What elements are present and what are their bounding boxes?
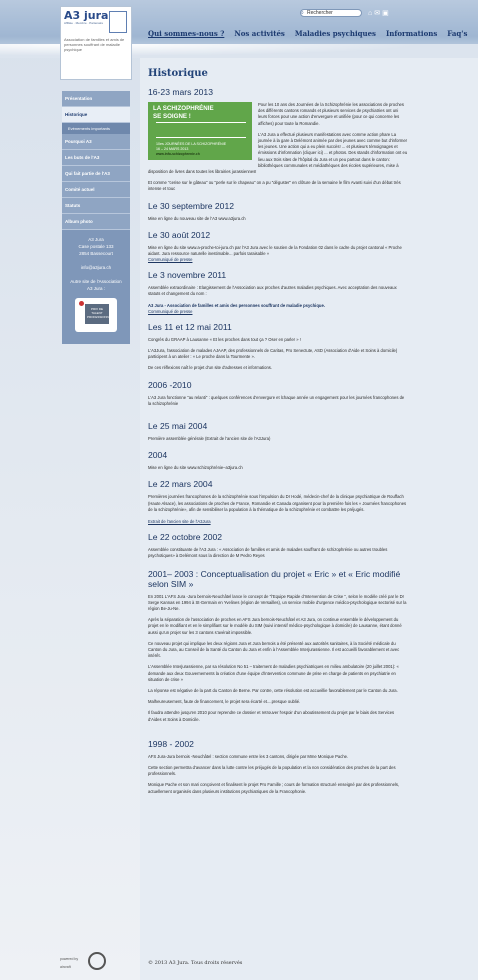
nav-qui-sommes-nous[interactable]: Qui sommes-nous ? [148,29,225,38]
address-other-site-name: A3 Jura : [86,286,105,291]
nav-maladies-psychiques[interactable]: Maladies psychiques [294,29,376,38]
address-spacer [64,257,128,264]
paragraph: De ces réflexions naît le projet d'un site d'adresses et informations. [148,365,273,371]
paragraph: Mise en ligne du nouveau site de l'A3 www.a3jura.ch [148,215,246,221]
paragraph: Assemblée extraordinaire : Elargissement de l'Association aux proches d'autres maladies psychiques. Avec acceptation des nouveaux statuts et changement du nom : [148,285,397,297]
paragraph: L'Assemblée Interjurassienne, par sa résolution No 51 – traitement de maladies psychiatriques en milieu ambulatoire (20 juillet 2001): « demande aux deux Gouvernements la création d'une équipe d'intervention commune de prise en charge de patients en psychiatrie en situation de crise » [148,664,399,682]
poster-subtitle: 10es JOURNÉES DE LA SCHIZOPHRÉNIE 16 – 24 MARS 2013 [156,142,227,151]
paragraph: Première assemblée générale (Extrait de l'ancien site de l'A3Jura) [148,436,271,442]
nav-faqs[interactable]: Faq's [447,29,468,38]
paragraph: Congrès du GRAAP à Lausanne « Et les proches dans tout ça ? Oser en parler » ! [148,336,301,342]
sidebar-item-album[interactable]: Album photo [62,214,130,230]
section-title: Le 3 novembre 2011 [148,270,227,281]
sidebar-item-pourquoi[interactable]: Pourquoi A3 [62,134,130,150]
banner-text: PRIX DE TALENT PROFESSIONNEL [85,304,109,324]
sidebar-item-statuts[interactable]: Statuts [62,198,130,214]
paragraph: Monique Pache et son mari conçoivent et finalisent le projet Pro Famille ; cours de formation structuré enseigné par des professionnels, actuellement organisés dans plusieurs institutions psychiatriques de la Francophonie. [148,782,400,794]
poster-url: www.info-schizophrenie.ch [156,152,200,156]
paragraph: En 2001 L'AFS Jura -Jura bernois-Neuchâtel lance le concept de "l'Equipe Rapide d'Intervention de Crise ", selon le modèle créé par le Dr Serge Kannas en 1994 à St-Germain en Yvelines (région de Versailles), un service mobile d'urgence médico-psychologique sectorisé sur la région Be-Ju-Ne. [148,593,407,611]
paragraph: AFS Jura-Jura bernois -Neuchâtel : section commune entre les 3 cantons, dirigée par Mme Monique Pache. [148,753,349,759]
section-title: Le 22 mars 2004 [148,479,213,490]
sidebar [62,91,130,344]
aircraft-brand: aircraft [60,965,71,969]
section-title: 2006 -2010 [148,379,192,390]
sidebar-item-comite[interactable]: Comité actuel [62,182,130,198]
aircraft-logo-icon[interactable] [88,952,106,970]
address-other-site: Autre site de l'Association [70,279,122,284]
address-name: A3 Jura [88,237,104,242]
paragraph: Premières journées francophones de la schizophrénie sous l'impulsion du Dr Hodé, médecin-chef de la clinique psychiatrique de Rouffach (Haute Alsace), les associations de proches de France, Romandie et Canada organisent pour la première fois les « Journées francophones de la schizophrénie», afin de sensibiliser la population à la thématique de la schizophrénie et combattre les préjugés. [148,494,407,512]
sidebar-item-historique[interactable]: Historique [62,107,130,123]
section-title: Les 11 et 12 mai 2011 [148,321,232,332]
paragraph: Après la séparation de l'association de proches en AFS Jura bernois-Neuchâtel et A3 Jura, on continue ensemble le développement du projet en le modifiant et en le simplifiant sur le modèle du SIM (suivi intensif médico-psychologique à domicile) de Lausanne, étant donné aussi qu'un projet sur les 3 cantons s'avérait impossible. [148,617,402,635]
section-title: 2001– 2003 : Conceptualisation du projet « Eric » et « Eric modifié selon SIM » [148,568,401,589]
mail-icon[interactable]: ✉ [374,10,383,17]
sidebar-item-membres[interactable]: Qui fait partie de l'A3 [62,166,130,182]
paragraph: La réponse est négative de la part du Canton de Berne. Par contre, cette résolution est accueillie favorablement par le Canton du Jura. [148,687,398,693]
logo-lines: Affiliée · Membre · Partenaire [64,21,104,25]
poster-figures-icon [156,122,246,138]
press-release-link[interactable]: Communiqué de presse [148,257,193,263]
section-title: Le 30 septembre 2012 [148,200,235,211]
page-title: Historique [148,68,208,79]
section-title-2013: 16-23 mars 2013 [148,87,213,97]
banner-dot-icon [79,301,84,306]
copyright: © 2013 A3 Jura. Tous droits réservés [148,960,243,966]
logo-title: A3 jura [64,9,109,22]
press-release-link[interactable]: Communiqué de presse [148,308,193,314]
other-site-banner[interactable] [75,298,117,332]
paragraph: Pour les 10 ans des Journées de la Schizophrénie les associations de proches des différents cantons romands et plusieurs services de psychiatries ont uni leurs forces pour une action d'envergure et unifiée (pour ce qui concerne les affiches) pour toute la Romandie. [258,102,404,126]
logo-emblem-icon [109,11,127,33]
schizophrenie-poster[interactable] [148,102,252,160]
footer [60,952,430,976]
site-logo[interactable] [60,6,132,80]
sidebar-item-buts[interactable]: Les buts de l'A3 [62,150,130,166]
address-email-link[interactable]: info@a3jura.ch [80,265,112,270]
section-title: Le 30 août 2012 [148,229,211,240]
logo-caption: Association de familles et amis de personnes souffrant de maladie psychique [64,37,125,52]
print-icon[interactable]: ▣ [382,10,391,17]
search-icon[interactable]: ⌕ [301,10,304,16]
address-spacer2 [64,271,128,278]
sidebar-item-presentation[interactable]: Présentation [62,91,130,107]
home-icon[interactable]: ⌂ [368,10,375,17]
paragraph: Cette section permettra d'avancer dans la lutte contre les préjugés de la population et la non considération des proches de la part des professionnels. [148,764,396,777]
sidebar-item-evenements[interactable]: Evènements importants [62,123,130,134]
search-input[interactable]: Rechercher [300,9,362,17]
section-title: Le 22 octobre 2002 [148,532,223,543]
section-title: 2004 [148,450,168,461]
address-city: 2854 Bassecourt [79,251,113,256]
paragraph: Assemblée constituante de l'A3 Jura : « Association de familles et amis de malades souffrant de schizophrénie ou autres troubles psychotiques» à Delémont sous la direction de M Pedro Reyes [148,547,388,559]
paragraph: Il faudra attendre jusqu'en 2010 pour reprendre ce dossier et retrouver l'espoir d'un aboutissement du projet par le biais des Services d'Aides et Soins à Domicile. [148,710,395,722]
section-title: 1998 - 2002 [148,738,194,749]
old-site-link[interactable]: Extrait de l'ancien site de l'A3Jura [148,519,211,525]
sidebar-address [62,230,130,344]
paragraph: L'A3 Jura fonctionne "au relanti" : quelques conférences d'envergure et lchaque année un engagement pour les journées francophones de la schizophrénie [148,394,405,406]
main-content [148,68,408,795]
association-name: A3 Jura - Association de familles et amis des personnes souffrant de maladie psychique. [148,302,325,308]
nav-nos-activites[interactable]: Nos activités [234,29,285,38]
paragraph: Et comme "cerise sur le gâteau" ou "perle sur le chapeau" on a pu "déguster" en clôture de la semaine le film Avanti suivi d'un débat très intense et touc [148,180,401,192]
paragraph: L'A3 Jura a effectué plusieurs manifestations avec comme action phare La journée à la gare à Delémont animée par des jeunes avec comme but d'informer les jeunes. Une action qui a eu plein succès! ... et plusieurs témoignages et émissions d'information (cliquer ici) ... et photos. Des stands d'information ont eu lieu aux trois sites de l'hôpital du Jura et un peu partout dans le canton: bibliothèques communales et médiathèques des écoles supérieures, mise à disposition de livres dans toutes les librairies jurassiennes! [148,131,408,175]
poster-headline: LA SCHIZOPHRÉNIE SE SOIGNE ! [153,105,214,120]
paragraph: Malheureusement, faute de financement, le projet sera écarté et....presque oublié. [148,699,301,705]
paragraph: Mise en ligne du site www.a-proche-toi-jura.ch par l'A3 Jura avec le soutien de la Fondation 02 dans le cadre du projet cantonal « Proche aidant. Jura ressource naturelle inestimable... parfois taraisable » [148,244,402,257]
paragraph: L'A3Jura, l'association de malades AJAAP, des professionnels de Caritas, Pro Senectute, ASD (Association d'Aide et Soins à domicile) participent à un atelier : « Le proche dans la Tourmente ». [148,348,398,360]
nav-informations[interactable]: Informations [386,29,438,38]
section-title: Le 25 mai 2004 [148,421,208,432]
address-box: Case postale 133 [78,244,114,249]
paragraph: Ce nouveau projet qui implique les deux régions Jura et Jura bernois a été présenté aux autorités sanitaires, à la Société médicale du Canton du Jura, au Conseil de la Santé du Canton du Jura et enfin à l'Assemblée Interjurassienne. Il est accueilli favorablement et avec intérêt. [148,640,400,659]
top-navigation [148,29,467,38]
powered-by-label: powered by [60,957,79,961]
header-icons [368,9,391,17]
paragraph: Mise en ligne du site www.schizophrénie–a3jura.ch [148,465,243,471]
